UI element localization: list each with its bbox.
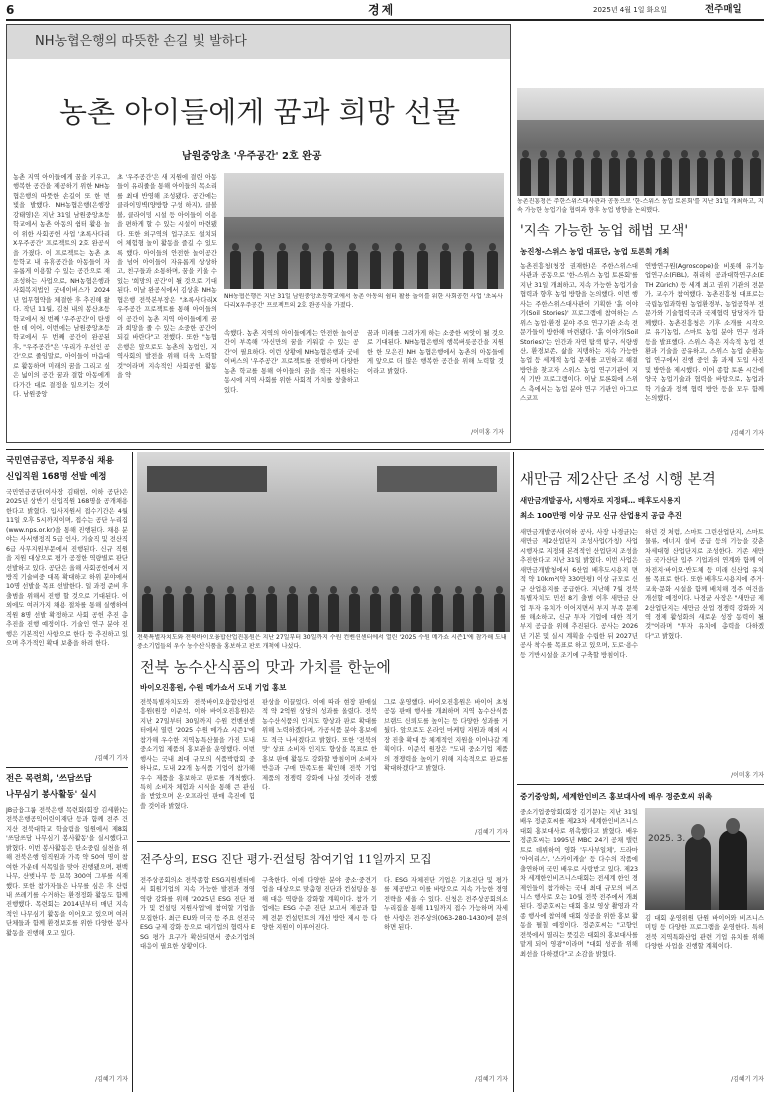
jeong-photo-caption: 김 대회 운영위원 단원 바이어와 비즈니스 미팅 등 다양한 프로그램을 운영한다. 특히 전북 지역특화산업 관련 기업 유치를 위해 다양한 사업을 진행할 계획이다. [645, 915, 764, 951]
mokryeon-title: 전은 목련회, '쓰담쓰담 [6, 774, 92, 784]
nps-subtitle: 신입직원 168명 선발 예정 [6, 472, 107, 482]
article-col-3: 속했다. 농촌 지역의 아이들에게는 안전한 놀이공간이 부족해 '자신만의 꿈을 키워갈 수 있는 공간'이 필요하다. 이런 상황에 NH농협은행과 굿네이버스의 '우주공간' 프로젝트를 진행하며 다양한 농촌 학교를 통해 아이들의 꿈을 적극 지원하는 동시에 지역 사회를 위한 사회적 가치를 창출하고 있다. [224, 330, 359, 394]
forum-subtitle: 농진청-스위스 농업 대표단, 농업 토론회 개최 [520, 247, 670, 256]
divider-middle [137, 841, 510, 842]
jeong-photo-text: 2025. 3. [648, 834, 686, 844]
article-subtitle: 남원중앙초 '우주공간' 2호 완공 [182, 151, 322, 162]
saemangeum-col-1: 새만금개발공사(이하 공사, 사장 나경균)는 새만금 제2산업단지 조성사업(가칭) 사업시행자로 지정돼 본격적인 산업단지 조성을 추진한다고 지난 31일 밝혔다. 이번 사업은 새만금개발청에서 6산업 배후도시용지 면적 약 10km²(약 330만평) 이상 규모로 신규 산업용지를 공급한다. 지난해 7월 전북특별자치도 민선 8기 출범 이후 새만금 산업 투자 유치가 이어지면서 부지 부족 문제를 해소하고, 신규 투자 기업에 대한 적기 부지 공급을 위해 추진된다. 공사는 2026년 기본 및 실시 계획을 수립한 뒤 2027년 공사 착수를 목표로 하고 있으며, 도로·용수 등 기반시설을 조기에 구축할 방침이다. [520, 529, 638, 659]
header-rule [6, 19, 764, 21]
megashow-photo-caption: 전북특별자치도와 전북바이오융합산업진흥원은 지난 27일부터 30일까지 수원 컨벤션센터에서 열린 '2025 수원 메가쇼 시즌1'에 참가해 도내 중소기업들의 우수 농수산식품을 홍보하고 판로 개척에 나섰다. [137, 634, 507, 650]
esg-col-2: 구축한다. 이에 다양한 분야 중소·중견기업을 대상으로 맞춤형 진단과 컨설팅을 통해 대응 역량을 강화할 계획이다. 참가 기업에는 ESG 수준 진단 보고서 제공과 함께 전문 컨설턴트의 개선 방안 제시 등 다양한 지원이 이루어진다. [262, 877, 377, 932]
saemangeum-subtitle-1: 새만금개발공사, 시행자로 지정돼… 배후도시용지 [520, 496, 681, 505]
divider-left [6, 767, 128, 768]
jeong-title: 중기중앙회, 세계한인비즈 홍보대사에 배우 정준호씨 위촉 [520, 792, 713, 801]
nps-body: 국민연금공단(이사장 김태현, 이하 공단)은 2025년 상반기 신입직원 168명을 공개채용 한다고 밝혔다. 입사지원서 접수기간은 4월 11일 오후 5시까지이며, 접수는 공단 누리집(www.nps.or.kr)을 통해 진행된다. 채용 분야는 사서행정직 5급 인사, 기술직 및 전산직 6급 사무지원부문에서 진행된다. 신규 직원을 지원 대상으로 평가 공정한 역량별로 판단 선발하고 있다. 공단은 올해 사회공헌에서 지방직 기술비중 대폭 확대하고 하위 분야에서 10명 선발을 목표 선발한다. 일 과정 준비 후 출범을 위해서 진행 할 것으로 기대된다. 이외에도 여러가지 채용 절차를 통해 실행하여 직원 8명 선발 확정하고 사회 공헌 추진 총 추진을 진행 예정이다. 기술인 연구 분야 진행은 기본적인 사항으로 한다 등 추진하고 있으며 추가적인 확대 보충을 하려 한다. [6, 489, 128, 647]
article-title: 농촌 아이들에게 꿈과 희망 선물 [59, 95, 461, 129]
saemangeum-title: 새만금 제2산단 조성 시행 본격 [520, 472, 716, 488]
megashow-col-1: 전북특별자치도와 전북바이오융합산업진흥원(원장 이준석, 이하 바이오진흥원)은 지난 27일부터 30일까지 수원 컨벤션센터에서 열린 '2025 수원 메가쇼 시즌1'에 참가해 우수한 지역농특산물을 가진 도내 중소기업 제품의 홍보관을 운영했다. 이번 행사는 국내 최대 규모의 식품박람회 중 하나로, 도내 22개 농식품 기업이 참가해 우수 제품을 홍보하고 판로를 개척했다. 특히 소비자 체험과 시식을 통해 큰 관심을 받았으며 온·오프라인 판매 촉진에 힘쓸 것이라 밝혔다. [140, 699, 255, 810]
forum-byline: /김혜기 기자 [731, 430, 764, 437]
page-number: 6 [6, 3, 15, 17]
megashow-byline: /김혜기 기자 [475, 829, 508, 836]
saemangeum-subtitle-2: 최소 100만평 이상 규모 신규 산업용지 공급 추진 [520, 511, 682, 520]
divider-right [517, 784, 764, 785]
mokryeon-subtitle: 나무심기 봉사활동' 실시 [6, 790, 97, 800]
main-article-box [6, 24, 511, 443]
kicker-band [7, 25, 510, 59]
megashow-col-2: 판상을 이끌었다. 이에 따라 현장 판매실적 약 2억원 상당의 성과를 올렸다. 전북 농수산식품의 인지도 향상과 판로 확대를 위해 노력하겠다며, 가공식품 분야 홍보에도 적극 나서겠다고 밝혔다. 또한 '전북의 맛' 상표 소비자 인지도 향상을 목표로 한 홍보 판매 활동도 강화할 방침이며 소비자 반응과 구매 만족도를 확인해 전북 기업 제품의 경쟁력 강화에 나설 것이라 전했다. [262, 699, 377, 791]
jeong-byline: /김혜기 기자 [731, 1076, 764, 1083]
main-byline: /이미홍 기자 [471, 429, 504, 436]
article-kicker: NH농협은행의 따뜻한 손길 빛 발하다 [35, 34, 247, 49]
page-header [0, 0, 770, 20]
section-name: 경제 [368, 3, 396, 17]
megashow-col-3: 그로 운영했다. 바이오진흥원은 바이어 초청 공동 판매 행사를 개최하며 지역 농수산식품 브랜드 신뢰도를 높이는 등 다양한 성과를 거뒀다. 앞으로도 온라인 마케팅 지원과 해외 시장 진출 확대 등 체계적인 지원을 이어나갈 계획이다. 이준석 원장은 "도내 중소기업 제품의 경쟁력을 높이기 위해 지속적으로 판로를 확대하겠다"고 밝혔다. [384, 699, 508, 773]
forum-title: '지속 가능한 농업 해법 모색' [520, 223, 689, 239]
jeong-photo [645, 808, 764, 910]
nps-byline: /김혜기 기자 [95, 755, 128, 762]
main-photo [224, 173, 504, 289]
article-col-2: 초 '우주공간'은 새 지원에 결린 아동들이 유리줄을 통해 아이들의 목소리를 최대 반영해 조성됐다. 공간에는 클라이밍벽(양방향 구성 하지), 클볼볼, 클라이밍 시설 등 아이들이 이용을 편하게 할 수 있는 시설이 마련됐다. 또한 외구역의 업구조도 설치되어 체험형 놀이 활동을 즐길 수 있도록 했다. 아이들의 안전한 놀이공간을 넘어 아이들이 자유롭게 상상하고, 친구들과 소통하며, 꿈을 키울 수 있는 '희망의 공간'이 될 것으로 기대된다. 이날 완공식에서 김상훈 NH농협은행 전북본부장은 "초록사다리X우주공간 프로젝트를 통해 아이들의 이 공간이 농촌 지역 아이들에게 꿈과 희망을 줄 수 있는 소중한 공간이 되길 바란다"고 전했다. 또한 "농협은행은 앞으로도 농촌의 농업인, 지역사회의 발전을 위해 더욱 노력할 것"이라며 지속적인 사회공헌 활동을 약 [117, 174, 217, 380]
esg-byline: /김혜기 기자 [475, 1076, 508, 1083]
forum-col-1: 농촌진흥청(청장 권재한)은 주한스위스대사관과 공동으로 '한-스위스 농업 토론회'를 지난 31일 개최하고, 지속 가능한 농업기술 협력과 향후 농업 방향을 논의했다. 이번 행사는 주한스위스대사관이 기획한 '흙 이야기(Soil Stories)' 프로그램에 참여하는 스위스 농업·환경 분야 주요 연구기관 소속 전문가들이 방한해 마련됐다. '흙 이야기(Soil Stories)'는 인간과 자연 탐색 탐구, 식량생산, 환경보존, 삶을 지탱하는 지속 가능한 농업 등 세계적 농업 문제를 고민하고 해결 방안을 찾고자 스위스 농업 연구기관이 지식 기반 프로그램이다. 이날 토론회에 스위스 측에서는 농업 분야 연구 기관인 아그로스코프 [520, 263, 638, 403]
esg-col-3: 다. ESG 자체진단 기업은 기초진단 및 평가를 제공받고 이를 바탕으로 지속 가능한 경영 전략을 세울 수 있다. 신청은 전주상공회의소 누리집을 통해 11일까지 접수 가능하며 자세한 사항은 전주상의(063-280-1430)에 문의하면 된다. [384, 877, 508, 932]
article-col-1: 농촌 지역 아이들에게 꿈을 키우고, 행복한 공간을 제공하기 위한 NH농협은행의 따뜻한 손길이 또 한 번 빛을 발했다. NH농협은행(은행장 강태영)은 지난 31일 남원중앙초등학교에서 농촌 아동의 쉼터 활용 놀이 위한 사회공헌 사업 '초록사다리X우주공간' 프로젝트의 2호 완공식을 가졌다. 이 프로젝트는 농촌 초등학교 내 유휴공간을 아동들이 자유롭게 이용할 수 있는 공간으로 재조성하는 사업으로, NH농협은행과 사회복지법인 굿네이버스가 2024년 업무협약을 체결한 후 추진해 왔다. 작년 11월, 김천 내의 봉산초등학교에서 첫 번째 '우주공간'이 탄생한 데 이어, 이번에는 남원중앙초등학교에서 두 번째 공간이 완공된 후, "우주공간"은 '우리가 우선인 공간'으로 줄임말로, 아이들이 마음대로 활동하며 미래의 꿈을 그리고 싶은 넓이의 공간 꿈과 결합 아동에게 다가간 대로 결정을 일으키는 것이다. 남원중앙 [13, 174, 110, 399]
esg-title: 전주상의, ESG 진단 평가·컨설팅 참여기업 11일까지 모집 [140, 852, 432, 866]
divider-upper [6, 449, 764, 450]
megashow-photo [137, 452, 510, 632]
forum-photo-caption: 농촌진흥청은 주한스위스대사관과 공동으로 '한-스위스 농업 토론회'를 지난 31일 개최하고, 지속 가능한 농업기술 협력과 향후 농업 방향을 논의했다. [517, 198, 764, 214]
jeong-body: 중소기업중앙회(회장 김기문)는 지난 31일 배우 정준호씨를 제23차 세계한인비즈니스대회 홍보대사로 위촉했다고 밝혔다. 배우 정준호씨는 1995년 MBC 24기 공채 탤런트로 데뷔하여 영화 '두사부일체', 드라마 '아이리스', '스카이캐슬' 등 다수의 작품에 출연하며 국민 배우로 사랑받고 있다. 제23차 세계한인비즈니스대회는 전세계 한인 경제인들이 참가하는 국내 최대 규모의 비즈니스 행사로 오는 10월 전북 전주에서 개최된다. 정준호씨는 대회 홍보 영상 촬영과 각종 행사에 참여해 대회 성공을 위한 홍보 활동을 펼칠 예정이다. 정준호씨는 "고향인 전북에서 열리는 뜻깊은 대회의 홍보대사를 맡게 되어 영광"이라며 "대회 성공을 위해 최선을 다하겠다"고 소감을 밝혔다. [520, 809, 638, 958]
article-col-4: 꿈과 미래를 그려가게 하는 소중한 씨앗이 될 것으로 기대된다. NH농협은행의 행복버릇공간을 지원한 한 모은진 NH 농협은행에서 농촌의 아동들에게 앞으로 더 많은 행복한 공간을 위해 노력할 것이라고 밝혔다. [367, 330, 504, 375]
esg-col-1: 전주상공회의소 전북종합 ESG지원센터에서 회원기업의 지속 가능한 발전과 경영 역량 강화를 위해 '2025년 ESG 진단 평가 및 컨설팅 지원사업'에 참여할 기업을 모집한다. 최근 EU와 미국 등 주요 선진국 ESG 규제 강화 등으로 대기업의 협력사 ESG 평가 요구가 확산되면서 중소기업의 대응이 필요한 상황이다. [140, 877, 255, 951]
megashow-title: 전북 농수산식품의 맛과 가치를 한눈에 [140, 658, 391, 676]
nps-title: 국민연금공단, 직무중심 채용 [6, 456, 114, 466]
main-photo-caption: NH농협은행은 지난 31일 남원중앙초등학교에서 농촌 아동의 쉼터 활용 놀이를 위한 사회공헌 사업 '초록사다리X우주공간' 프로젝트의 2호 완공식을 가졌다. [224, 293, 503, 309]
issue-date: 2025년 4월 1일 화요일 [593, 6, 667, 14]
forum-photo [517, 88, 764, 196]
forum-col-2: 연방연구원(Agroscope)을 비롯해 유기농업연구소(FiBL), 취리히 공과대학연구소(ETH Zürich) 등 세계 최고 권위 기관의 전문가, 교수가 참여했다. 농촌진흥청 대표로는 국립농업과학원 농업환경부, 농업공학부 전문가와 기술협력국과 국제협력 담당자가 함께했다. 농촌진흥청은 기후 소개를 시작으로 유기농업, 스마트 농업 분야 연구 성과 등을 발표했다. 스위스 측은 지속적 농업 전환과 기술을 공유하고, 스위스 농업 순환농업 연구에서 진행 중인 흙 과제 도입 사진 및 방안을 제시했다. 이어 종합 토론 시간에 양국 농업기술과 협력을 바탕으로, 농업과학 기술과 정책 협력 방안 등을 모두 함께 논의했다. [645, 263, 764, 403]
mokryeon-body: JB금융그룹 전북은행 목련회(회장 김세환)는 전북은행공익어린이재단 등과 함께 전주 건지산 전북대학교 학술림을 일원에서 제8회 '쓰담쓰담 나무심기 봉사활동'을 실시했다고 밝혔다. 이번 봉사활동은 탄소중립 실천을 위해 전북은행 임직원과 가족 약 50여 명이 참여한 가운데 식목일을 맞아 진행됐으며, 편백나무, 산벚나무 등 묘목 300여 그루를 식재했다. 또한 참가자들은 나무를 심은 후 산림 내 쓰레기를 수거하는 환경정화 활동도 함께 진행했다. 목련회는 2014년부터 매년 지속적인 나무심기 활동을 이어오고 있으며 여러 단체들과 함께 환경보호를 위한 다양한 봉사활동을 진행해 오고 있다. [6, 807, 128, 937]
saemangeum-byline: /이미홍 기자 [731, 772, 764, 779]
mokryeon-byline: /김혜기 기자 [95, 1076, 128, 1083]
paper-name: 전주매일 [705, 4, 742, 15]
left-column-rule [132, 452, 133, 1092]
megashow-subtitle: 바이오진흥원, 수원 메가쇼서 도내 기업 홍보 [140, 683, 287, 692]
saemangeum-col-2: 하던 것 처럼, 스마트 그린산업단지, 스마트 물류, 에너지 설비 공급 등의 기능을 갖춘 차세대형 산업단지로 조성한다. 기존 새만금 국가산단 입주 기업과의 연계와 함께 이차전지·바이오·반도체 등 미래 신산업 유치를 목표로 한다. 또한 배후도시용지에 주거·교육·문화 시설을 함께 배치해 정주 여건을 개선할 예정이다. 나경균 사장은 "새만금 제2산업단지는 새만금 산업 경쟁력 강화와 지역 경제 활성화의 새로운 성장 동력이 될 것"이라며 "투자 유치에 총력을 다하겠다"고 밝혔다. [645, 529, 764, 640]
right-column-rule [513, 452, 514, 1092]
